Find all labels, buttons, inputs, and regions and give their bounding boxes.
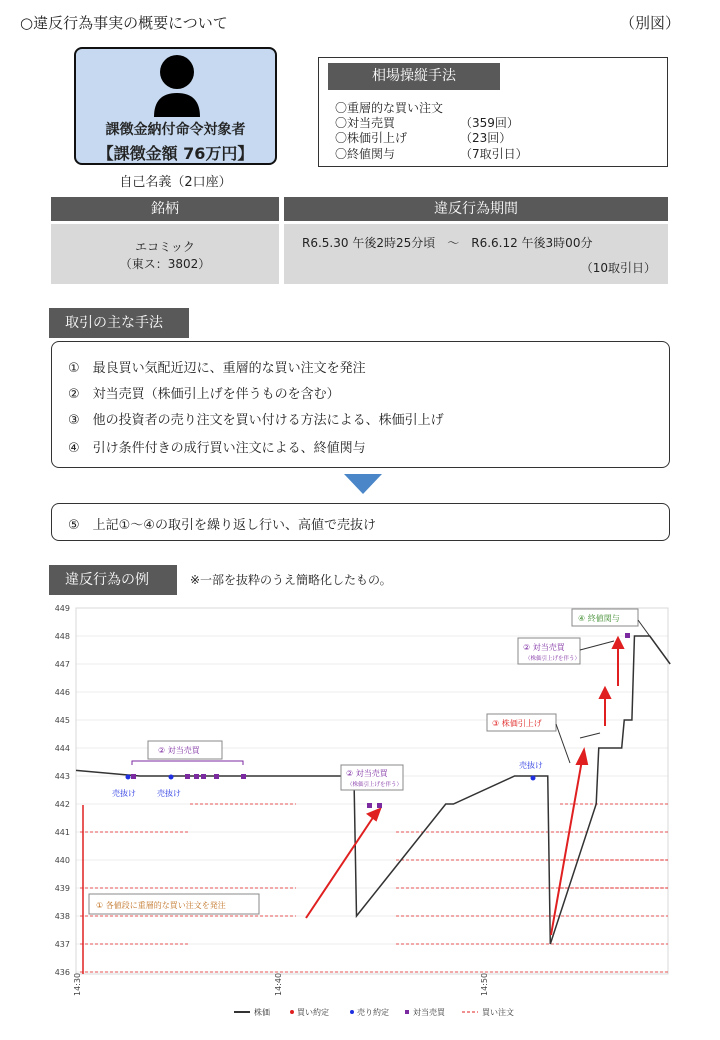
cross-marker [367, 803, 372, 808]
y-tick: 446 [54, 688, 70, 697]
example-note: ※一部を抜粋のうえ簡略化したもの。 [190, 573, 392, 587]
legend-cross-swatch [405, 1010, 409, 1014]
y-tick: 445 [54, 716, 70, 725]
method-item: 〇重層的な買い注文 [335, 101, 444, 115]
cross-marker [377, 803, 382, 808]
y-tick: 437 [54, 940, 70, 949]
annotation-cross: ② 対当売買 [346, 769, 388, 778]
annotation-close: ④ 終値関与 [578, 614, 620, 623]
y-tick: 448 [54, 632, 70, 641]
brand-cell [51, 224, 279, 284]
rise-arrow [306, 816, 374, 918]
y-tick: 436 [54, 968, 70, 977]
brand-header: 銘柄 [51, 197, 279, 221]
summary-text: ⑤ 上記①～④の取引を繰り返し行い、高値で売抜け [68, 518, 376, 533]
legend-sell-swatch [350, 1010, 354, 1014]
legend-sell: 売り約定 [357, 1008, 389, 1017]
appendix-label: （別図） [620, 14, 681, 32]
cross-marker [131, 774, 136, 779]
technique-item: ② 対当売買（株価引上げを伴うものを含む） [68, 387, 340, 402]
method-count: （359回） [460, 116, 519, 130]
price-chart [0, 598, 720, 1028]
person-icon [152, 55, 202, 117]
subject-title: 課徴金納付命令対象者 [105, 122, 246, 138]
annotation-raise: ③ 株価引上げ [492, 719, 542, 728]
cross-marker [194, 774, 199, 779]
x-tick: 14:50 [480, 972, 489, 996]
arrowhead-icon [368, 809, 380, 820]
y-tick: 443 [54, 772, 70, 781]
technique-item: ① 最良買い気配近辺に、重層的な買い注文を発注 [68, 361, 366, 376]
sell-marker [169, 775, 174, 780]
leader-line [556, 724, 570, 763]
account-note: 自己名義（2口座） [119, 175, 232, 190]
annotation-sell: 売抜け [112, 789, 136, 798]
y-tick: 444 [54, 744, 70, 753]
period-range: R6.5.30 午後2時25分頃 ～ R6.6.12 午後3時00分 [302, 236, 593, 250]
cross-marker [214, 774, 219, 779]
technique-item: ③ 他の投資者の売り注文を買い付ける方法による、株価引上げ [68, 413, 444, 428]
technique-item: ④ 引け条件付きの成行買い注文による、終値関与 [68, 441, 366, 456]
penalty-amount: 【課徴金額 76万円】 [97, 144, 254, 163]
method-item: 〇株価引上げ [335, 131, 408, 145]
period-days: （10取引日） [580, 261, 656, 275]
annotation-sub: （株価引上げを伴う） [525, 656, 581, 662]
x-tick: 14:30 [73, 972, 82, 996]
annotation-cross: ② 対当売買 [158, 746, 200, 755]
leader-line [580, 641, 614, 650]
method-count: （23回） [460, 131, 512, 145]
annotation-sell: 売抜け [519, 761, 543, 770]
legend-orders: 買い注文 [482, 1008, 514, 1017]
techniques-heading: 取引の主な手法 [49, 308, 189, 338]
bracket [132, 761, 243, 765]
cross-marker [241, 774, 246, 779]
method-item: 〇終値関与 [335, 147, 396, 161]
subject-card [74, 47, 277, 165]
annotation-cross: ② 対当売買 [523, 643, 565, 652]
arrowhead-icon [613, 638, 623, 648]
sell-marker [126, 775, 131, 780]
y-tick: 438 [54, 912, 70, 921]
method-count: （7取引日） [460, 147, 528, 161]
legend-buy: 買い約定 [297, 1008, 329, 1017]
cross-marker [625, 633, 630, 638]
example-heading: 違反行為の例 [49, 565, 177, 595]
arrowhead-icon [577, 750, 587, 764]
brand-name: エコミック [135, 240, 195, 254]
brand-code: （東ス：3802） [119, 257, 211, 271]
y-tick: 449 [54, 604, 70, 613]
y-tick: 440 [54, 856, 70, 865]
arrowhead-icon [600, 688, 610, 698]
cross-marker [185, 774, 190, 779]
leader-line [580, 733, 600, 738]
method-item: 〇対当売買 [335, 116, 396, 130]
period-cell [284, 224, 668, 284]
legend-cross: 対当売買 [413, 1008, 445, 1017]
legend-price: 株価 [254, 1008, 270, 1017]
period-header: 違反行為期間 [284, 197, 668, 221]
rise-arrow [551, 760, 582, 935]
y-tick: 441 [54, 828, 70, 837]
annotation-layered: ① 各値段に重層的な買い注文を発注 [96, 901, 226, 910]
down-arrow-icon [344, 474, 382, 494]
y-tick: 447 [54, 660, 70, 669]
legend-buy-swatch [290, 1010, 294, 1014]
y-tick: 442 [54, 800, 70, 809]
x-tick: 14:40 [274, 972, 283, 996]
sell-marker [531, 776, 536, 781]
cross-marker [201, 774, 206, 779]
annotation-sub: （株価引上げを伴う） [347, 782, 403, 788]
annotation-sell: 売抜け [157, 789, 181, 798]
page-title: ○違反行為事実の概要について [20, 14, 228, 32]
y-tick: 439 [54, 884, 70, 893]
methods-heading: 相場操縦手法 [328, 63, 500, 90]
